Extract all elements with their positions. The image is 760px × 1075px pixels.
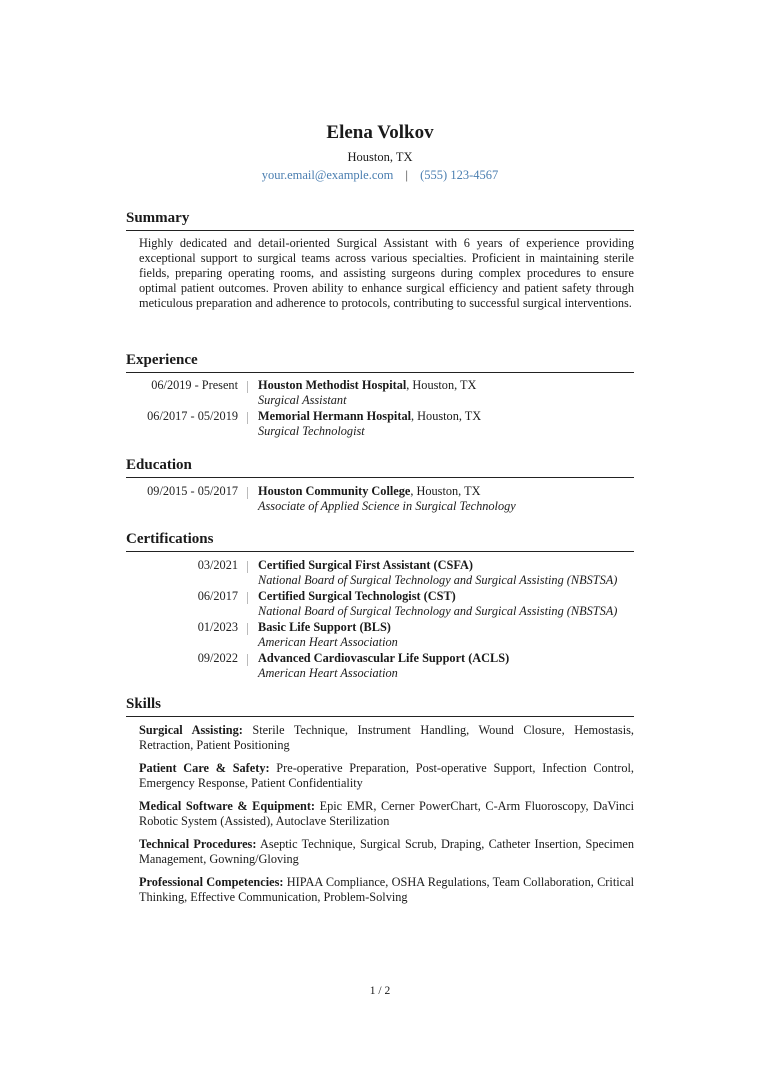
certification-entry [126,558,634,589]
entry-divider [247,592,248,604]
candidate-location: Houston, TX [347,150,413,164]
entry-divider [247,487,248,499]
certification-name: Certified Surgical Technologist (CST) [258,589,456,603]
education-list [126,484,634,515]
education-section [126,456,634,515]
section-title-summary: Summary [126,209,634,231]
skill-list-text: Aseptic Technique, Surgical Scrub, Draping, Catheter Insertion, Specimen Management, Gowning/Gloving [139,837,634,866]
experience-list [126,378,634,440]
entry-organization: Houston Methodist Hospital [258,378,407,392]
entry-divider [247,412,248,424]
skills-section [126,695,634,913]
certification-name: Basic Life Support (BLS) [258,620,391,634]
entry-date: 06/2019 - Present [151,378,238,392]
certification-issuer: National Board of Surgical Technology and Surgical Assisting (NBSTSA) [258,573,618,587]
skill-group [139,837,634,867]
entry-role: Surgical Assistant [258,393,347,407]
entry-date: 06/2017 - 05/2019 [147,409,238,423]
entry-location: , Houston, TX [411,409,482,423]
skill-list-text: Epic EMR, Cerner PowerChart, C-Arm Fluoroscopy, DaVinci Robotic System (Assisted), Autoclave Sterilization [139,799,635,828]
entry-date: 09/2022 [197,651,238,665]
contact-separator: | [405,168,408,182]
education-entry [126,484,634,515]
phone-link[interactable]: (555) 123-4567 [420,168,499,182]
resume-header [0,121,760,184]
entry-divider [247,381,248,393]
section-title-skills: Skills [126,695,634,717]
skill-group [139,761,634,791]
page-number: 1 / 2 [369,985,391,997]
experience-section [126,351,634,440]
certification-entry [126,589,634,620]
skill-list-text: HIPAA Compliance, OSHA Regulations, Team Collaboration, Critical Thinking, Effective Communication, Problem-Solving [139,875,634,904]
skill-list-text: Sterile Technique, Instrument Handling, Wound Closure, Hemostasis, Retraction, Patient Positioning [139,723,634,752]
candidate-name: Elena Volkov [326,122,434,143]
experience-entry [126,378,634,409]
certification-issuer: National Board of Surgical Technology and Surgical Assisting (NBSTSA) [258,604,618,618]
certification-entry [126,651,634,682]
entry-location: , Houston, TX [406,378,477,392]
entry-role: Surgical Technologist [258,424,365,438]
summary-text: Highly dedicated and detail-oriented Surgical Assistant with 6 years of experience providing exceptional support to surgical teams across various specialties. Proficient in maintaining sterile fields, preparing operating rooms, and assisting surgeons during complex procedures to ensure optimal patient outcomes. Proven ability to enhance surgical efficiency and patient safety through meticulous preparation and adherence to protocols, contributing to successful surgical interventions. [139,236,634,310]
skills-list [126,723,634,905]
skill-category: Medical Software & Equipment: [139,799,316,813]
entry-divider [247,623,248,635]
skill-group [139,799,634,829]
entry-divider [247,561,248,573]
skill-category: Professional Competencies: [139,875,284,889]
contact-line [0,166,760,184]
certification-name: Advanced Cardiovascular Life Support (ACLS) [258,651,510,665]
entry-date: 01/2023 [197,620,238,634]
certification-issuer: American Heart Association [258,635,398,649]
skill-group [139,875,634,905]
section-title-certifications: Certifications [126,530,634,552]
skill-category: Technical Procedures: [139,837,257,851]
entry-organization: Memorial Hermann Hospital [258,409,412,423]
entry-divider [247,654,248,666]
certification-name: Certified Surgical First Assistant (CSFA) [258,558,473,572]
entry-location: , Houston, TX [410,484,481,498]
certification-issuer: American Heart Association [258,666,398,680]
entry-date: 09/2015 - 05/2017 [147,484,238,498]
certifications-section [126,530,634,682]
section-title-education: Education [126,456,634,478]
skill-group [139,723,634,753]
entry-organization: Houston Community College [258,484,411,498]
summary-section [126,209,634,311]
certifications-list [126,558,634,682]
certification-entry [126,620,634,651]
skill-list-text: Pre-operative Preparation, Post-operative Support, Infection Control, Emergency Response, Patient Confidentiality [139,761,634,790]
experience-entry [126,409,634,440]
skill-category: Patient Care & Safety: [139,761,270,775]
entry-degree: Associate of Applied Science in Surgical Technology [258,499,516,513]
entry-date: 03/2021 [197,558,238,572]
skill-category: Surgical Assisting: [139,723,243,737]
entry-date: 06/2017 [197,589,238,603]
email-link[interactable]: your.email@example.com [261,168,394,182]
section-title-experience: Experience [126,351,634,373]
